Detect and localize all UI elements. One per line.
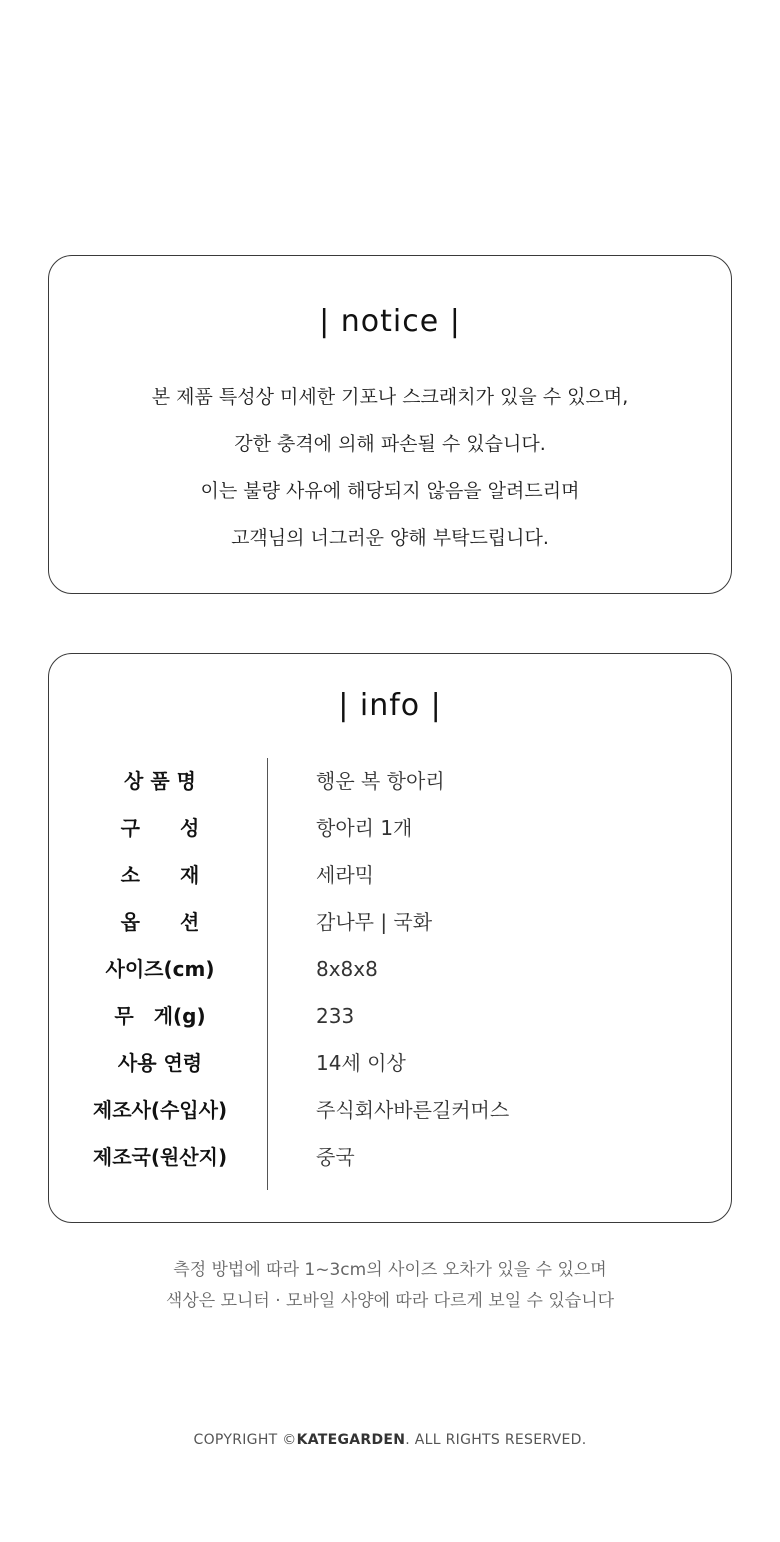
spec-value: 감나무 | 국화 xyxy=(316,910,433,934)
spec-table xyxy=(49,758,731,1190)
spec-label: 상 품 명 xyxy=(124,769,196,793)
spec-value: 중국 xyxy=(316,1145,355,1169)
spec-value: 행운 복 항아리 xyxy=(316,769,445,793)
spec-label: 제조사(수입사) xyxy=(92,1098,228,1122)
spec-row-weight xyxy=(49,993,731,1040)
notice-line: 강한 충격에 의해 파손될 수 있습니다. xyxy=(234,433,546,455)
info-card xyxy=(48,653,732,1223)
copyright-brand: KATEGARDEN xyxy=(296,1432,406,1448)
notice-line: 고객님의 너그러운 양해 부탁드립니다. xyxy=(231,527,549,549)
spec-row-manufacturer xyxy=(49,1087,731,1134)
notice-line: 이는 불량 사유에 해당되지 않음을 알려드리며 xyxy=(200,480,580,502)
spec-row-material xyxy=(49,852,731,899)
spec-label: 사용 연령 xyxy=(117,1051,203,1075)
copyright xyxy=(0,1432,780,1448)
spec-value: 14세 이상 xyxy=(316,1051,406,1075)
footnote-line: 색상은 모니터 · 모바일 사양에 따라 다르게 보일 수 있습니다 xyxy=(165,1291,615,1311)
spec-label: 구 성 xyxy=(120,816,200,840)
spec-value: 세라믹 xyxy=(316,863,374,887)
spec-label: 소 재 xyxy=(120,863,200,887)
spec-row-option xyxy=(49,899,731,946)
spec-value: 8x8x8 xyxy=(316,957,378,981)
spec-row-age xyxy=(49,1040,731,1087)
spec-label: 제조국(원산지) xyxy=(92,1145,228,1169)
spec-row-origin xyxy=(49,1134,731,1181)
notice-card xyxy=(48,255,732,594)
spec-row-composition xyxy=(49,805,731,852)
copyright-suffix: . ALL RIGHTS RESERVED. xyxy=(405,1432,587,1448)
spec-label: 옵 션 xyxy=(120,910,200,934)
copyright-prefix: COPYRIGHT © xyxy=(193,1432,297,1448)
footnote-line: 측정 방법에 따라 1~3cm의 사이즈 오차가 있을 수 있으며 xyxy=(173,1260,607,1280)
notice-line: 본 제품 특성상 미세한 기포나 스크래치가 있을 수 있으며, xyxy=(151,386,629,408)
spec-value: 주식회사바른길커머스 xyxy=(316,1098,510,1122)
spec-row-size xyxy=(49,946,731,993)
spec-label: 무 게(g) xyxy=(114,1004,206,1028)
notice-title: | notice | xyxy=(319,304,461,339)
measurement-footnote xyxy=(0,1255,780,1317)
notice-text xyxy=(49,374,731,562)
spec-row-product-name xyxy=(49,758,731,805)
info-title: | info | xyxy=(338,688,442,723)
spec-value: 항아리 1개 xyxy=(316,816,413,840)
spec-label: 사이즈(cm) xyxy=(105,957,215,981)
spec-value: 233 xyxy=(316,1004,355,1028)
